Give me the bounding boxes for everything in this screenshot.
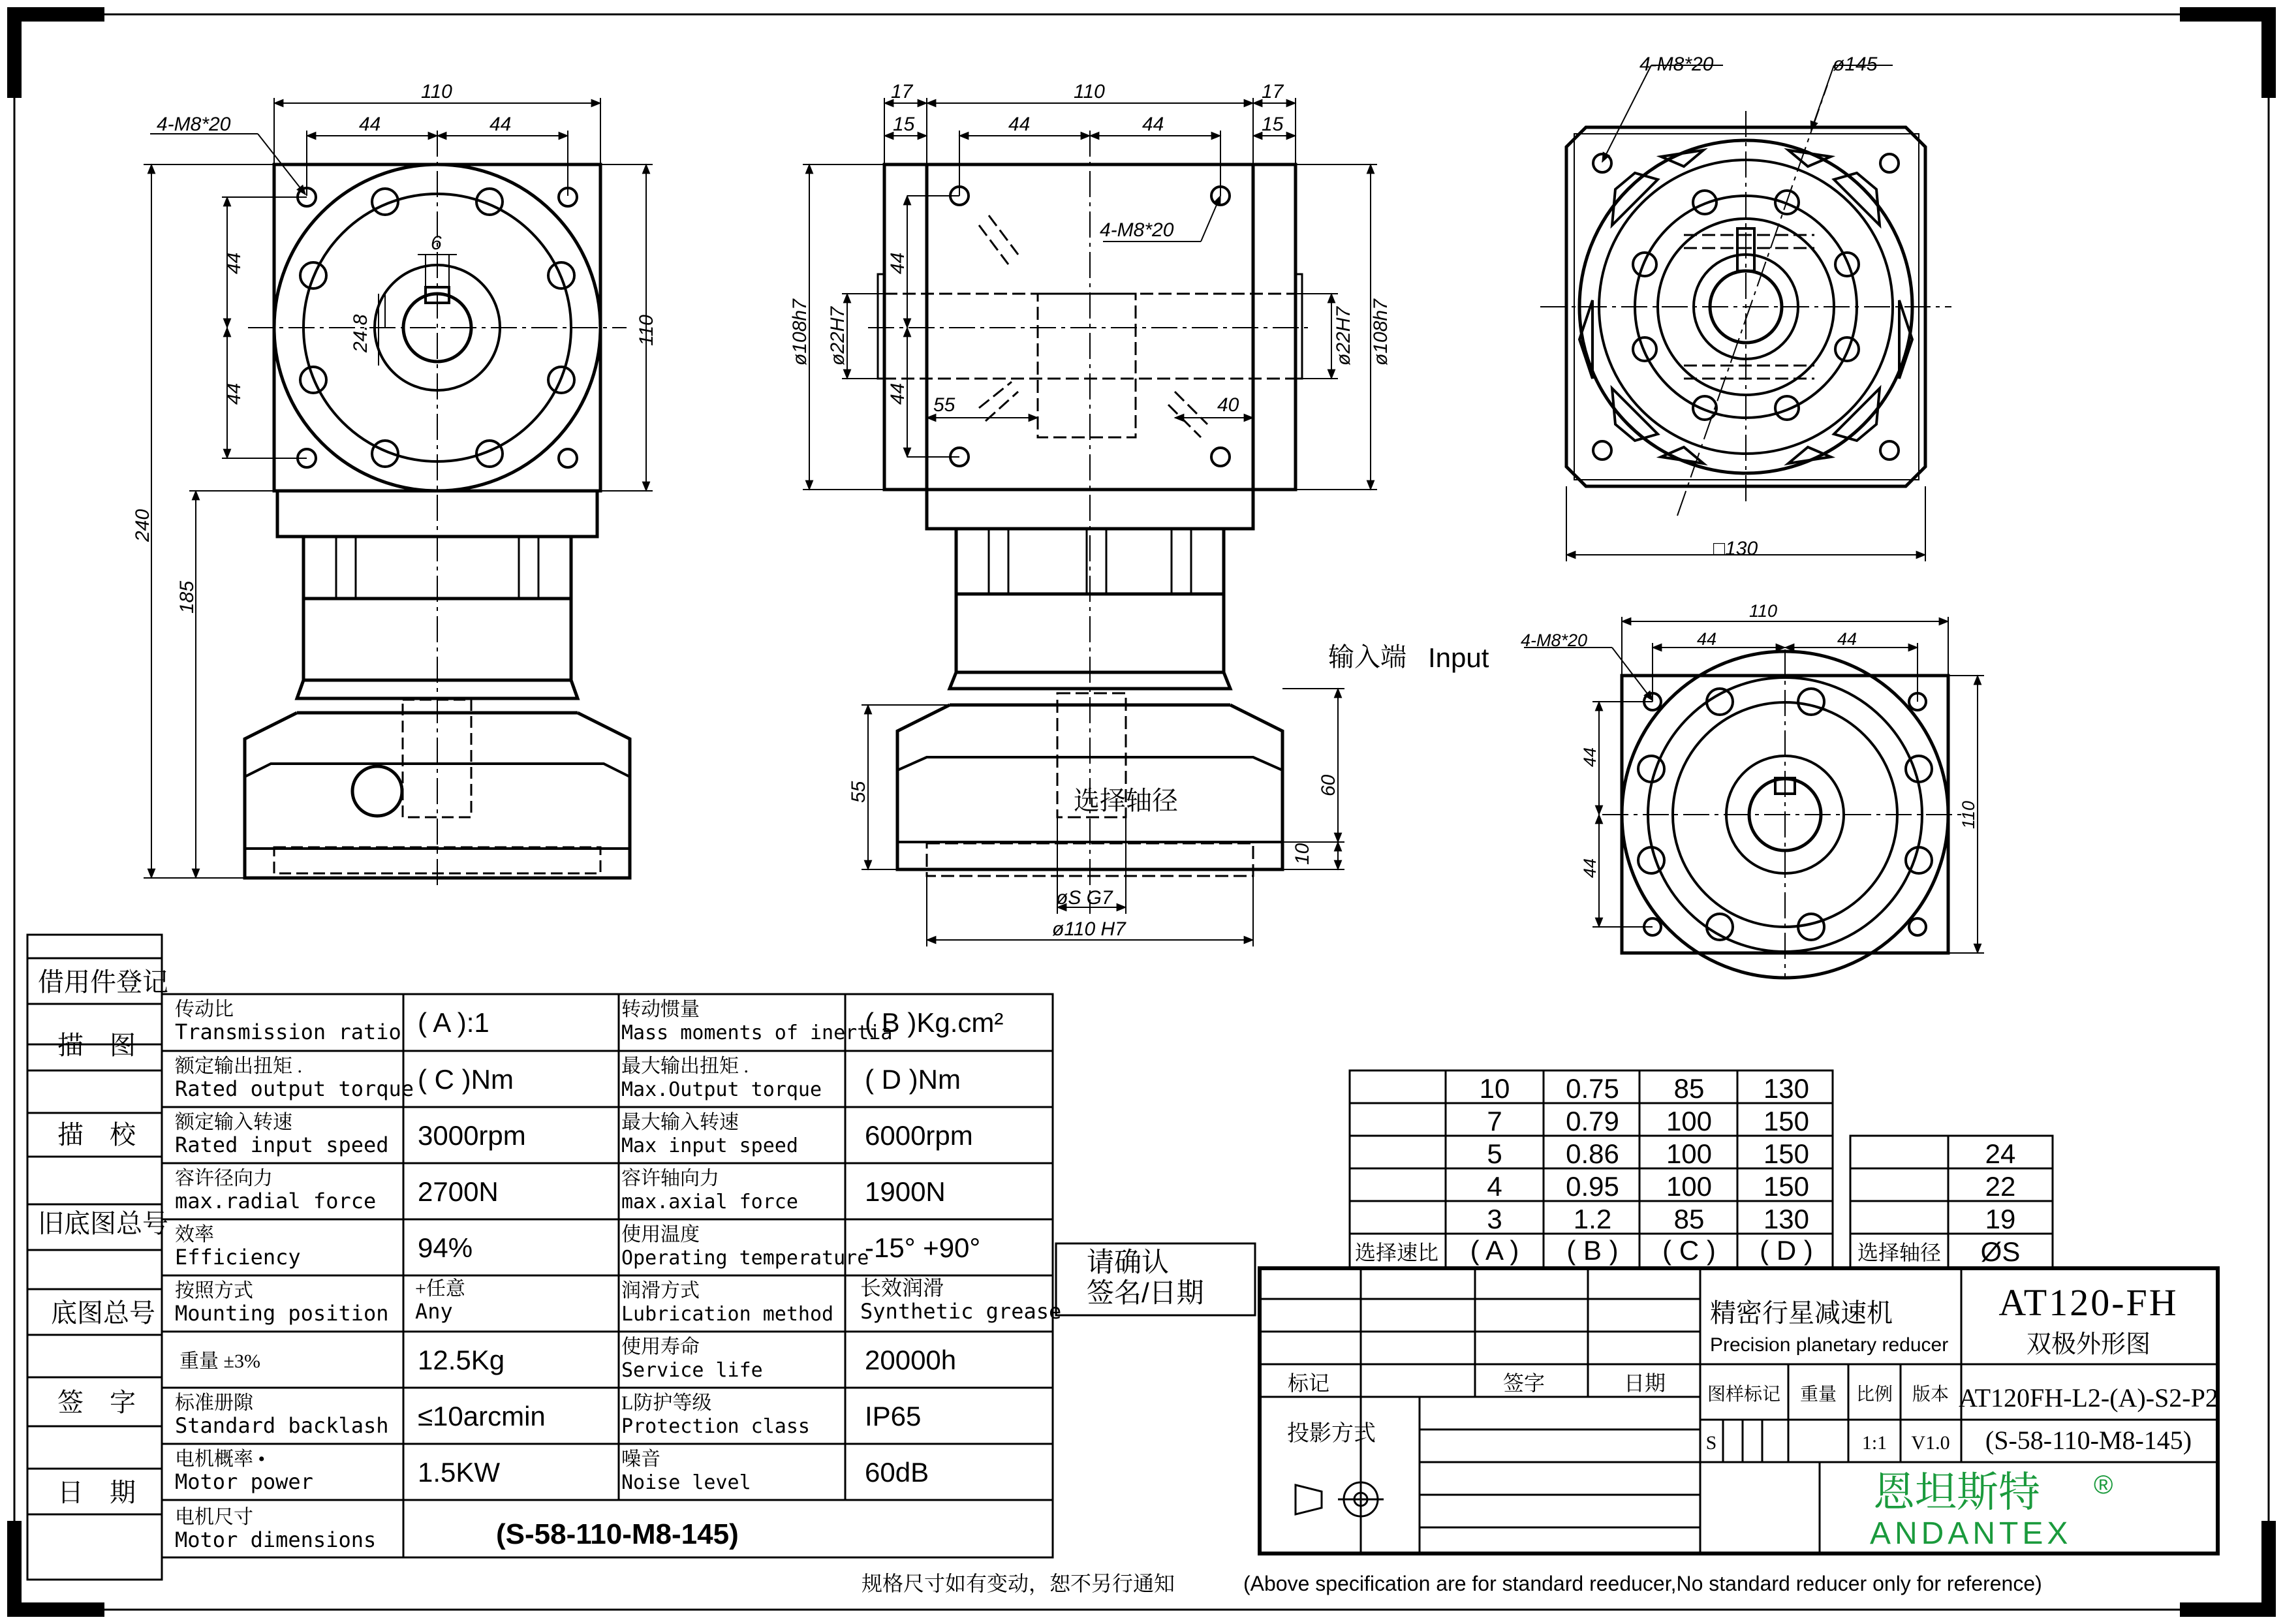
ratio-cell: 0.79 [1566,1106,1619,1136]
strip-trace: 描 图 [57,1031,136,1060]
output-flange-view [1540,65,1951,561]
side-dim-shaft-dia: øS G7 [1056,887,1113,909]
spec-label-en: Max input speed [621,1134,798,1157]
confirm-line-1: 请确认 [1087,1247,1170,1277]
spec-label-en: Motor power [175,1469,313,1494]
header-scale: 比例 [1856,1384,1893,1404]
spec-label-cn: 效率 [175,1224,214,1245]
scale-value: 1:1 [1861,1432,1887,1454]
spec-label-en: Service life [621,1359,763,1382]
ratio-cell: 3 [1487,1204,1502,1234]
motor-dim-value: (S-58-110-M8-145) [496,1518,739,1550]
spec-value: ( A ):1 [418,1007,489,1038]
spec-label-cn: 容许轴向力 [621,1168,719,1189]
front-dim-height: 110 [636,315,657,346]
mount-value-en: Any [415,1299,453,1324]
spec-value: 20000h [865,1345,957,1375]
ratio-cell: 5 [1487,1138,1502,1169]
front-dim-width: 110 [421,81,452,102]
ratio-cell: 1.2 [1573,1204,1612,1234]
shaft-footer-value: ØS [1980,1236,2021,1267]
projection-symbol-icon [1296,1476,1384,1522]
header-weight: 重量 [1799,1384,1837,1404]
product-name-en: Precision planetary reducer [1710,1334,1949,1356]
side-dim-width: 110 [1074,81,1105,102]
spec-label-cn: 使用温度 [621,1224,700,1245]
input-label-en: Input [1428,642,1489,673]
side-dim-right-inner: 15 [1262,114,1284,135]
product-name-cn: 精密行星减速机 [1710,1299,1893,1328]
spec-label-en: Mass moments of inertia [621,1022,893,1044]
side-dim-dia-left: ø108h7 [789,299,811,366]
motor-dim-cn: 电机尺寸 [175,1507,253,1528]
ratio-cell: 150 [1763,1138,1810,1169]
spec-label-en: Noise level [621,1471,751,1494]
sign-label: 签字 [1502,1371,1545,1395]
side-dim-55-outer: 55 [848,781,869,803]
spec-label-en: Rated input speed [175,1132,389,1157]
ratio-cell: 150 [1763,1106,1810,1136]
spec-label-en: Transmission ratio [175,1020,401,1044]
model-number: AT120-FH [1998,1281,2179,1324]
side-dim-60: 60 [1318,774,1339,796]
footer-note-cn: 规格尺寸如有变动，恕不另行通知 [862,1572,1175,1595]
strip-date: 日 期 [57,1478,136,1507]
ratio-footer-cell: ( C ) [1662,1235,1716,1266]
ratio-cell: 0.86 [1566,1138,1619,1169]
spec-value: 60dB [865,1457,929,1488]
spec-label-cn: 电机概率 • [175,1448,266,1470]
input-bolt-note: 4-M8*20 [1521,631,1588,650]
spec-value: ( C )Nm [418,1064,514,1095]
drawing-name: 双极外形图 [2026,1331,2151,1358]
side-dim-half-left: 44 [1008,114,1031,135]
ratio-cell: 130 [1763,1073,1810,1104]
front-dim-v-bottom: 44 [223,383,245,405]
spec-value: ( D )Nm [865,1064,961,1095]
strip-sign: 签 字 [57,1388,136,1417]
brand-name-cn: 恩坦斯特 [1873,1469,2040,1516]
front-dim-half-right: 44 [489,114,512,135]
ratio-cell: 100 [1666,1138,1713,1169]
side-dim-half-right: 44 [1142,114,1164,135]
motor-dim-en: Motor dimensions [175,1527,377,1552]
spec-label-cn: 额定输出扭矩 . [175,1055,302,1077]
brand-registered: ® [2094,1471,2113,1499]
spec-label-cn: 传动比 [175,999,234,1020]
side-dim-right-outer: 17 [1262,81,1284,102]
spec-value: 3000rpm [418,1120,526,1151]
side-dim-v-bottom: 44 [887,383,909,405]
spec-value: ( B )Kg.cm² [865,1007,1004,1038]
shaft-footer-label: 选择轴径 [1857,1241,1942,1264]
mark-label: 标记 [1287,1371,1330,1395]
mount-value-cn: +任意 [415,1278,465,1300]
spec-label-en: Mounting position [175,1301,389,1326]
input-dim-half-right: 44 [1837,629,1857,649]
spec-value: 2700N [418,1176,499,1207]
front-dim-shaft: 24.8 [350,314,371,352]
drawing-code-2: (S-58-110-M8-145) [1985,1426,2192,1455]
front-dim-body: 185 [176,580,198,614]
spec-label-en: Rated output torque [175,1076,414,1101]
output-dim-square: □130 [1713,538,1758,559]
front-view [144,98,653,888]
stage-mark: S [1705,1432,1717,1454]
input-dim-height: 110 [1959,800,1978,829]
input-dim-v-bottom: 44 [1580,858,1600,878]
side-dim-bore-left: ø22H7 [827,306,848,366]
spec-label-cn: 使用寿命 [621,1336,700,1358]
spec-label-cn: 噪音 [621,1448,660,1470]
lube-value-en: Synthetic grease [860,1299,1062,1324]
front-dim-total: 240 [132,508,153,542]
input-dim-width: 110 [1749,601,1778,621]
confirm-line-2: 签名/日期 [1087,1277,1204,1308]
shaft-row-3: 19 [1985,1204,2016,1234]
spec-value: 12.5Kg [418,1345,505,1375]
shaft-row-1: 24 [1985,1138,2016,1169]
front-dim-key: 6 [431,232,442,254]
spec-label-en: Efficiency [175,1245,301,1270]
header-version: 版本 [1912,1384,1949,1404]
side-dim-40: 40 [1217,394,1239,416]
strip-borrow: 借用件登记 [38,967,168,997]
header-drawing-mark: 图样标记 [1707,1384,1781,1404]
side-dim-pilot: ø110 H7 [1052,918,1126,940]
spec-value: -15° +90° [865,1232,981,1263]
ratio-footer-cell: ( B ) [1566,1235,1619,1266]
ratio-cell: 150 [1763,1171,1810,1202]
ratio-footer-cell: ( D ) [1760,1235,1813,1266]
output-dim-pcd: ø145 [1833,54,1878,75]
strip-old-number: 旧底图总号 [38,1209,168,1238]
spec-label-cn: 额定输入转速 [175,1112,292,1133]
spec-label-cn: 重量 ±3% [179,1351,260,1372]
front-bolt-note: 4-M8*20 [157,114,231,135]
input-dim-half-left: 44 [1697,629,1717,649]
spec-label-en: Protection class [621,1415,810,1438]
ratio-footer-cell: ( A ) [1470,1235,1519,1266]
brand-name-en: ANDANTEX [1870,1516,2072,1551]
spec-label-cn: 最大输出扭矩 . [621,1055,749,1077]
spec-label-en: Lubrication method [621,1303,834,1326]
spec-label-cn: 转动惯量 [621,999,700,1020]
lube-value-cn: 长效润滑 [860,1276,944,1300]
side-dim-55-inner: 55 [933,394,955,416]
spec-label-cn: 最大输入转速 [621,1112,739,1133]
spec-value: ≤10arcmin [418,1401,546,1431]
ratio-cell: 130 [1763,1204,1810,1234]
side-dim-dia-right: ø108h7 [1370,299,1391,366]
ratio-cell: 7 [1487,1106,1502,1136]
spec-label-cn: 标准册隙 [175,1392,253,1414]
spec-label-cn: 润滑方式 [621,1280,700,1302]
strip-check: 描 校 [57,1120,136,1149]
spec-label-en: Standard backlash [175,1413,389,1438]
front-dim-half-left: 44 [359,114,381,135]
spec-label-en: max.radial force [175,1189,377,1213]
spec-value: 6000rpm [865,1120,973,1151]
side-shaft-select: 选择轴径 [1074,787,1178,815]
footer-note-en: (Above specification are for standard reeducer,No standard reducer only for reference) [1243,1572,2042,1595]
ratio-cell: 0.95 [1566,1171,1619,1202]
side-dim-left-inner: 15 [893,114,915,135]
spec-label-cn: 按照方式 [175,1280,253,1302]
ratio-footer-label: 选择速比 [1354,1241,1439,1264]
ratio-cell: 100 [1666,1171,1713,1202]
output-bolt-note: 4-M8*20 [1639,54,1714,75]
input-label-cn: 输入端 [1328,643,1406,672]
side-dim-bore-right: ø22H7 [1333,306,1354,366]
strip-base-number: 底图总号 [51,1298,155,1328]
spec-label-cn: 容许径向力 [175,1168,273,1189]
shaft-row-2: 22 [1985,1171,2016,1202]
spec-label-cn: L防护等级 [621,1392,712,1414]
ratio-cell: 100 [1666,1106,1713,1136]
spec-value: IP65 [865,1401,922,1431]
date-label: 日期 [1623,1371,1666,1395]
side-dim-v-top: 44 [887,252,909,274]
ratio-cell: 85 [1673,1073,1705,1104]
input-dim-v-top: 44 [1580,747,1600,767]
spec-label-en: Operating temperature [621,1247,869,1270]
ratio-cell: 85 [1673,1204,1705,1234]
drawing-code-1: AT120FH-L2-(A)-S2-P2 [1959,1383,2218,1413]
ratio-cell: 4 [1487,1171,1502,1202]
front-dim-v-top: 44 [223,252,245,274]
side-view [803,98,1377,946]
spec-value: 1.5KW [418,1457,501,1488]
spec-value: 94% [418,1232,473,1263]
ratio-cell: 10 [1479,1073,1510,1104]
side-bolt-note: 4-M8*20 [1100,219,1174,241]
spec-label-en: Max.Output torque [621,1078,822,1101]
input-view [1524,617,1984,979]
version-value: V1.0 [1911,1432,1950,1454]
spec-label-en: max.axial force [621,1191,798,1213]
projection-label: 投影方式 [1287,1421,1376,1446]
side-dim-left-outer: 17 [891,81,913,102]
spec-value: 1900N [865,1176,946,1207]
ratio-cell: 0.75 [1566,1073,1619,1104]
side-dim-10: 10 [1292,843,1313,865]
